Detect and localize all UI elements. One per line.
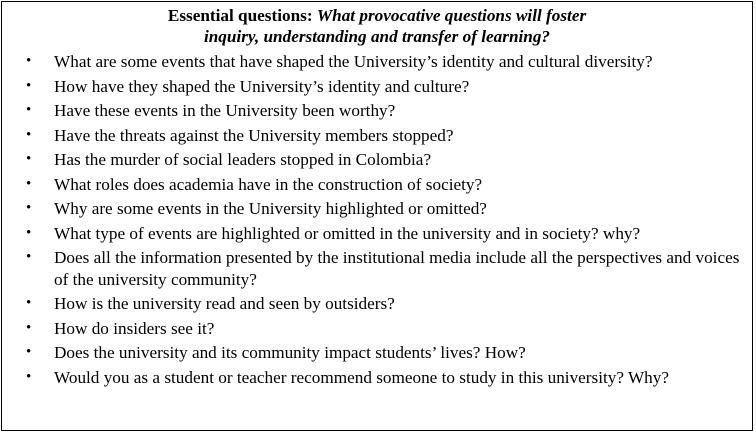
- question-text: What roles does academia have in the construction of society?: [54, 174, 483, 194]
- question-text: Would you as a student or teacher recommend someone to study in this university? Why?: [54, 367, 669, 387]
- bullet-icon: •: [26, 224, 32, 241]
- question-text: Have these events in the University been worthy?: [54, 101, 396, 120]
- list-item: [2, 367, 752, 389]
- section-heading: [2, 2, 752, 47]
- list-item: [2, 76, 752, 98]
- list-item: [2, 198, 752, 220]
- list-item: [2, 223, 752, 245]
- list-item: [2, 100, 752, 122]
- bullet-icon: •: [26, 344, 32, 360]
- question-list: [2, 51, 752, 388]
- list-item: [2, 51, 752, 73]
- bullet-icon: •: [26, 295, 32, 311]
- bullet-icon: •: [26, 175, 32, 192]
- question-text: Does the university and its community impact students’ lives? How?: [54, 343, 526, 362]
- heading-question-line2: inquiry, understanding and transfer of learning?: [203, 27, 551, 46]
- list-item: [2, 318, 752, 340]
- bullet-icon: •: [26, 126, 32, 143]
- question-text: How have they shaped the University’s identity and culture?: [54, 76, 470, 96]
- question-text: Does all the information presented by the institutional media include all the perspectives and voices of the university community?: [54, 248, 740, 289]
- bullet-icon: •: [26, 151, 32, 167]
- question-text: Have the threats against the University members stopped?: [54, 125, 454, 145]
- bullet-icon: •: [26, 102, 32, 118]
- bullet-icon: •: [26, 368, 32, 385]
- list-item: [2, 342, 752, 364]
- bullet-icon: •: [26, 249, 32, 265]
- list-item: [2, 174, 752, 196]
- question-text: How do insiders see it?: [54, 318, 215, 338]
- list-item: [2, 293, 752, 315]
- question-text: Why are some events in the University highlighted or omitted?: [54, 199, 487, 218]
- question-text: Has the murder of social leaders stopped in Colombia?: [54, 150, 432, 169]
- bullet-icon: •: [26, 319, 32, 336]
- bullet-icon: •: [26, 77, 32, 94]
- question-text: How is the university read and seen by outsiders?: [54, 294, 395, 313]
- list-item: [2, 125, 752, 147]
- bullet-icon: •: [26, 200, 32, 216]
- heading-question-line1: What provocative questions will foster: [316, 6, 587, 25]
- question-text: What type of events are highlighted or omitted in the university and in society? why?: [54, 223, 641, 243]
- question-text: What are some events that have shaped the University’s identity and cultural diversity?: [54, 52, 653, 71]
- bullet-icon: •: [26, 53, 32, 69]
- essential-questions-box: [1, 1, 753, 431]
- heading-lead: Essential questions:: [167, 6, 317, 25]
- list-item: [2, 247, 752, 290]
- list-item: [2, 149, 752, 171]
